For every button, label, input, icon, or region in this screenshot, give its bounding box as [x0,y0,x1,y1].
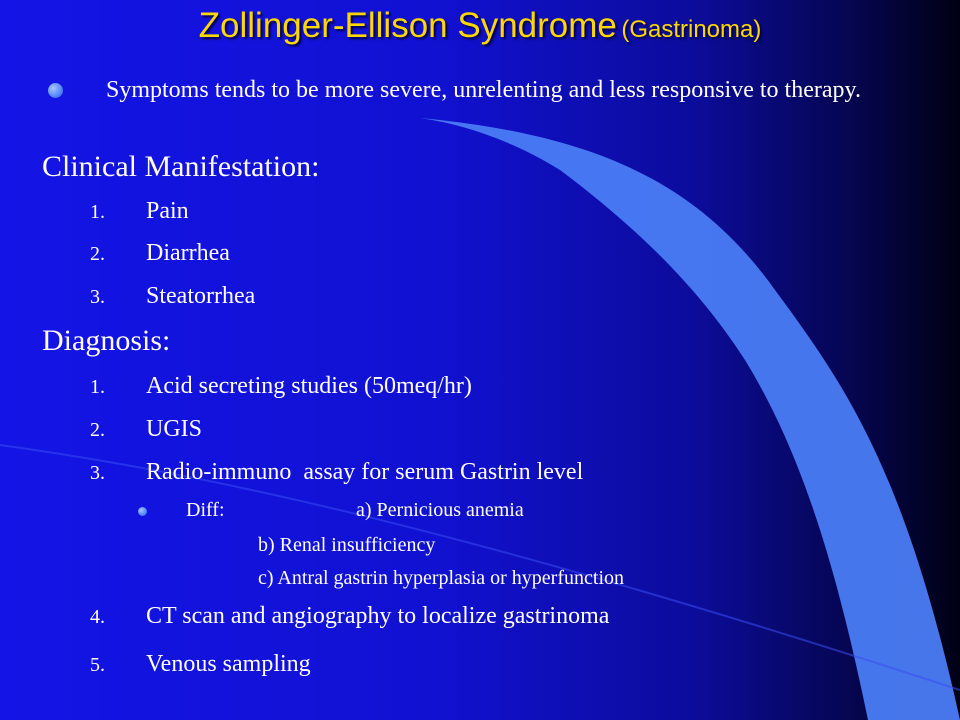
title-main: Zollinger-Ellison Syndrome [198,6,617,45]
diagnosis-heading: Diagnosis: [42,324,171,357]
item-number: 1. [90,376,105,398]
diff-item-a: a) Pernicious anemia [356,499,524,521]
bullet-icon [48,83,63,98]
item-number: 2. [90,243,105,265]
item-text: Radio-immuno assay for serum Gastrin level [146,459,584,485]
item-text: Diarrhea [146,240,230,266]
item-number: 1. [90,201,105,223]
item-text: UGIS [146,416,203,442]
clinical-item [90,283,255,310]
item-number: 3. [90,462,105,484]
clinical-item [90,198,189,225]
diagnosis-item [90,603,609,630]
diff-item-c: c) Antral gastrin hyperplasia or hyperfunction [258,567,624,589]
clinical-item [90,240,230,267]
item-number: 5. [90,654,105,676]
item-text: CT scan and angiography to localize gastrinoma [146,603,610,629]
item-text: Pain [146,198,189,224]
diagnosis-item [90,416,202,443]
item-number: 3. [90,286,105,308]
diagnosis-item [90,373,472,400]
diff-item-b: b) Renal insufficiency [258,534,436,556]
slide-title [0,6,960,46]
item-text: Steatorrhea [146,283,256,309]
diff-label: Diff: [186,499,225,521]
diagnosis-item [90,459,583,486]
title-sub: (Gastrinoma) [621,16,762,43]
item-number: 2. [90,419,105,441]
item-text: Acid secreting studies (50meq/hr) [146,373,472,399]
item-text: Venous sampling [146,651,311,677]
sub-bullet-icon [138,507,147,516]
intro-text: Symptoms tends to be more severe, unrelenting and less responsive to therapy. [106,77,861,103]
item-number: 4. [90,606,105,628]
clinical-heading: Clinical Manifestation: [42,150,320,183]
diagnosis-item [90,651,311,678]
